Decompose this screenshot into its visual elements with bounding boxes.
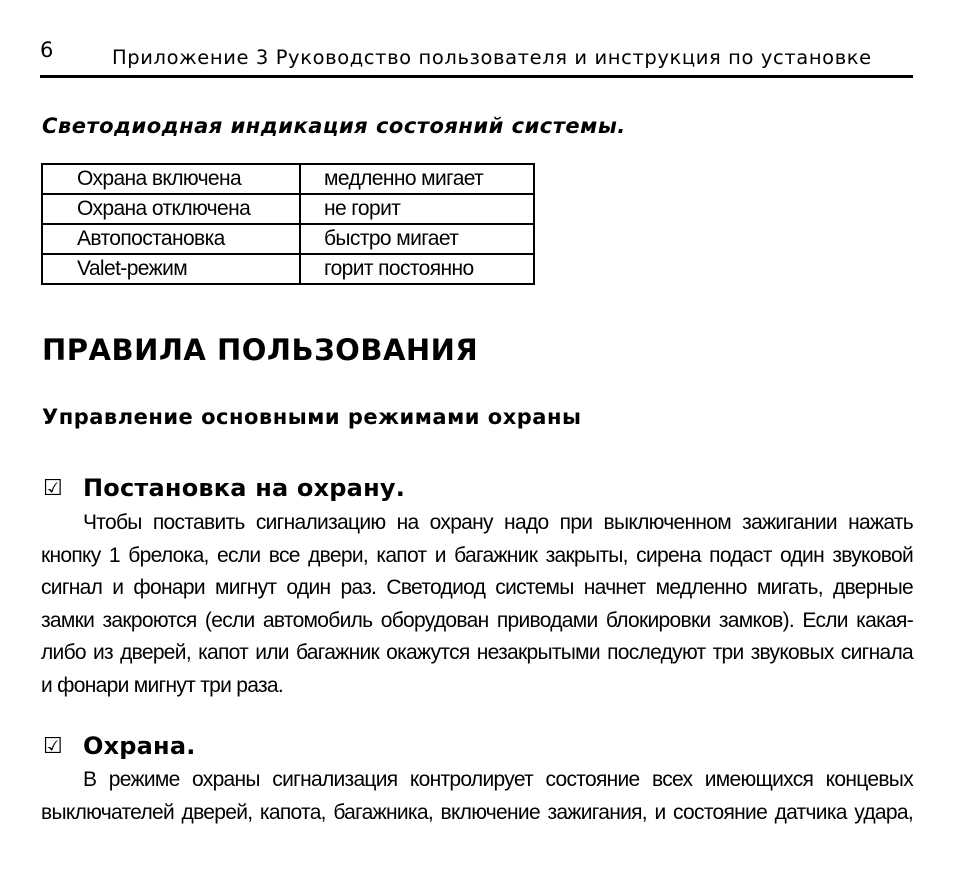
- paragraph-line: Чтобы поставить сигнализацию на охрану надо при выключенном зажигании нажать: [83, 511, 913, 534]
- led-cell: быстро мигает: [300, 224, 534, 254]
- table-row: [42, 194, 534, 224]
- table-row: [42, 224, 534, 254]
- led-cell: горит постоянно: [300, 254, 534, 284]
- paragraph-line: сигнал и фонари мигнут один раз. Светодиод системы начнет медленно мигать, дверные: [41, 576, 913, 599]
- page-number: 6: [40, 38, 54, 62]
- led-cell: не горит: [300, 194, 534, 224]
- item-heading-text: Постановка на охрану.: [83, 474, 406, 502]
- table-row: [42, 254, 534, 284]
- item-heading-text: Охрана.: [83, 732, 196, 760]
- led-status-table: [41, 163, 535, 285]
- table-caption: Светодиодная индикация состояний системы.: [42, 114, 626, 138]
- state-cell: Автопостановка: [42, 224, 300, 254]
- table-row: [42, 164, 534, 194]
- header-rule: [40, 75, 913, 78]
- paragraph-line: В режиме охраны сигнализация контролирует состояние всех имеющихся концевых: [83, 768, 913, 791]
- led-cell: медленно мигает: [300, 164, 534, 194]
- checkbox-icon: ☑: [43, 733, 63, 759]
- paragraph-line: кнопку 1 брелока, если все двери, капот и багажник закрыты, сирена подаст один звуковой: [41, 543, 913, 567]
- paragraph-line: замки закроются (если автомобиль оборудован приводами блокировки замков). Если какая-: [41, 608, 913, 632]
- state-cell: Valet-режим: [42, 254, 300, 284]
- running-header: Приложение 3 Руководство пользователя и инструкция по установке: [112, 46, 872, 69]
- paragraph-line: и фонари мигнут три раза.: [41, 673, 284, 697]
- item-heading-arming: [43, 474, 405, 502]
- subsection-title: Управление основными режимами охраны: [42, 405, 582, 429]
- checkbox-icon: ☑: [43, 475, 63, 501]
- state-cell: Охрана включена: [42, 164, 300, 194]
- state-cell: Охрана отключена: [42, 194, 300, 224]
- section-title: ПРАВИЛА ПОЛЬЗОВАНИЯ: [42, 333, 479, 367]
- paragraph-line: выключателей дверей, капота, багажника, включение зажигания, и состояние датчика удара,: [41, 800, 913, 824]
- item-heading-guard: [43, 732, 196, 760]
- paragraph-arming: [41, 507, 913, 702]
- paragraph-guard: [41, 764, 913, 829]
- paragraph-line: либо из дверей, капот или багажник окажутся незакрытыми последуют три звуковых сигнала: [41, 641, 913, 664]
